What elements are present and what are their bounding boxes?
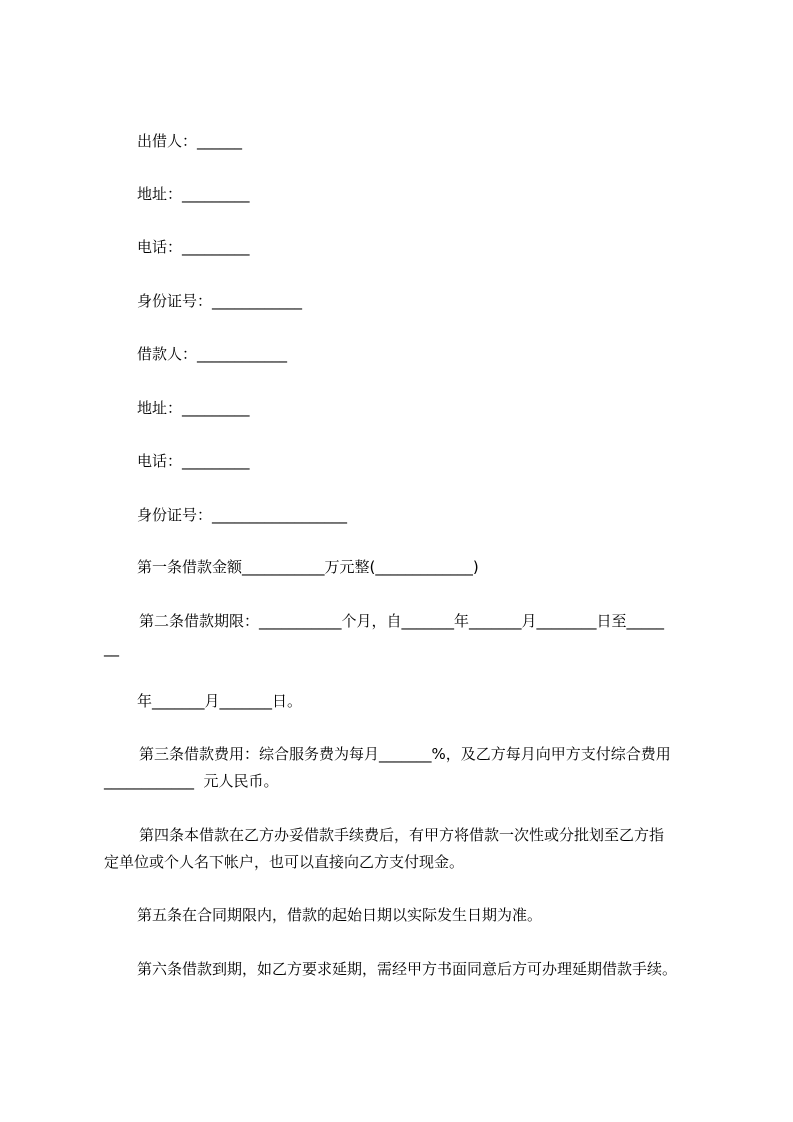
article-1-amount: 第一条借款金额___________万元整(_____________) — [137, 558, 479, 576]
article-2-term-line-1: 第二条借款期限：___________个月，自_______年_______月________日至_____ — [139, 612, 665, 630]
borrower-name-line: 借款人：____________ — [137, 345, 288, 363]
borrower-phone-line: 电话：_________ — [137, 452, 250, 470]
lender-address-line: 地址：_________ — [137, 185, 250, 203]
lender-id-line: 身份证号：____________ — [137, 292, 303, 310]
article-4-disbursement-line-2: 定单位或个人名下帐户，也可以直接向乙方支付现金。 — [104, 853, 465, 871]
lender-phone-line: 电话：_________ — [137, 238, 250, 256]
article-2-term-line-2: __ — [104, 639, 119, 657]
lender-name-line: 出借人：______ — [137, 132, 243, 150]
borrower-id-line: 身份证号：__________________ — [137, 506, 348, 524]
article-2-term-line-3: 年_______月_______日。 — [137, 692, 303, 710]
borrower-address-line: 地址：_________ — [137, 399, 250, 417]
article-5-start-date: 第五条在合同期限内，借款的起始日期以实际发生日期为准。 — [137, 906, 543, 924]
article-6-extension: 第六条借款到期，如乙方要求延期，需经甲方书面同意后方可办理延期借款手续。 — [137, 960, 678, 978]
article-3-fee-line-1: 第三条借款费用：综合服务费为每月_______%，及乙方每月向甲方支付综合费用 — [139, 745, 671, 763]
article-4-disbursement-line-1: 第四条本借款在乙方办妥借款手续费后，有甲方将借款一次性或分批划至乙方指 — [139, 826, 665, 844]
article-3-fee-line-2: ____________ 元人民币。 — [104, 772, 279, 790]
